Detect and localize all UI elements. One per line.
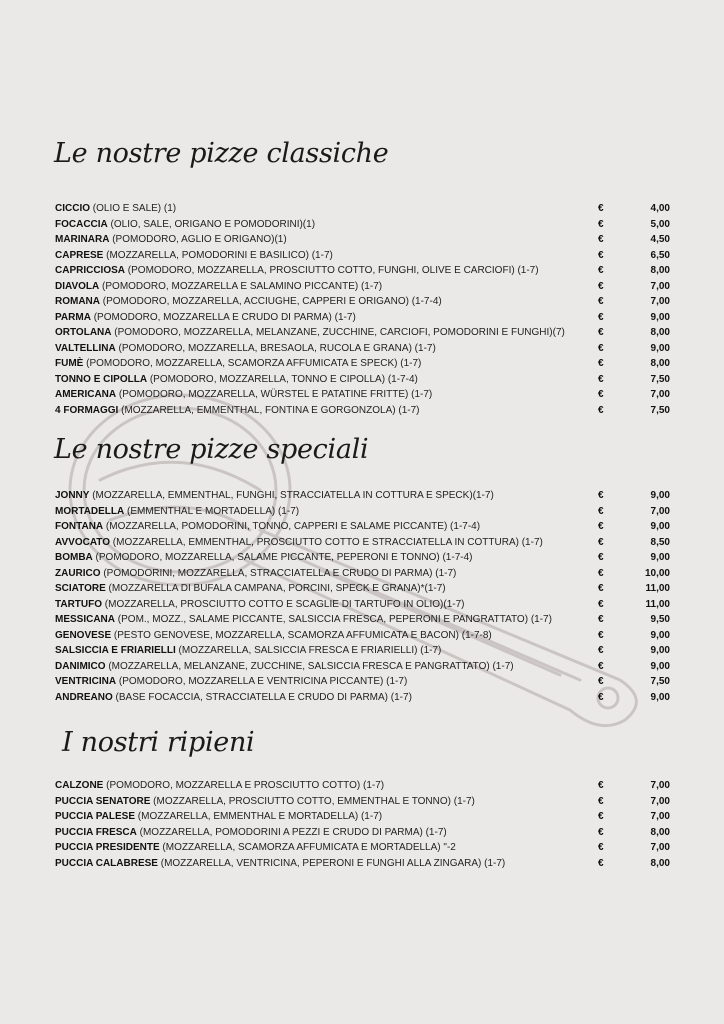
item-description: (PESTO GENOVESE, MOZZARELLA, SCAMORZA AFFUMICATA E BACON) (1-7-8): [111, 629, 492, 641]
currency-symbol: €: [598, 614, 604, 625]
item-description: (MOZZARELLA, SCAMORZA AFFUMICATA E MORTADELLA) "-2: [159, 842, 456, 853]
item-description: (MOZZARELLA, EMMENTHAL E MORTADELLA) (1-7): [135, 811, 383, 822]
item-description: (POMODORO, MOZZARELLA, BRESAOLA, RUCOLA E GRANA) (1-7): [115, 342, 436, 354]
item-description: (POMODORO, MOZZARELLA E VENTRICINA PICCANTE) (1-7): [116, 676, 408, 687]
menu-item: [55, 778, 670, 794]
item-price: 7,00: [650, 780, 670, 791]
item-description: (POMODORO, MOZZARELLA E SALAMINO PICCANTE) (1-7): [99, 280, 383, 292]
item-name: VENTRICINA: [55, 676, 117, 687]
item-price: 9,00: [650, 645, 670, 656]
item-price: 4,50: [650, 234, 670, 245]
item-name: TONNO E CIPOLLA: [55, 373, 148, 385]
menu-item: [55, 310, 670, 326]
item-price: 7,00: [650, 280, 670, 292]
currency-symbol: €: [598, 583, 604, 594]
item-name: PARMA: [55, 311, 91, 323]
item-description: (POM., MOZZ., SALAME PICCANTE, SALSICCIA FRESCA, PEPERONI E PANGRATTATO) (1-7): [115, 614, 552, 625]
item-name: FOCACCIA: [55, 218, 108, 230]
item-price: 9,00: [650, 311, 670, 323]
currency-symbol: €: [598, 311, 604, 323]
item-price: 7,00: [650, 505, 670, 517]
menu-item: [55, 825, 670, 841]
item-price: 10,00: [644, 567, 670, 579]
item-name: PUCCIA PALESE: [55, 811, 136, 822]
item-name: ZAURICO: [55, 567, 101, 579]
item-name: PUCCIA SENATORE: [55, 795, 151, 807]
menu-item: [55, 856, 670, 872]
currency-symbol: €: [598, 629, 604, 641]
menu-list-ripieni: [55, 778, 670, 871]
item-price: 9,00: [650, 660, 670, 672]
item-description: (EMMENTHAL E MORTADELLA) (1-7): [124, 505, 300, 517]
item-price: 11,00: [645, 583, 670, 594]
item-name: TARTUFO: [55, 598, 103, 610]
menu-item: [55, 403, 670, 419]
item-name: BOMBA: [55, 552, 93, 563]
item-description: (POMODORO, MOZZARELLA, PROSCIUTTO COTTO, FUNGHI, OLIVE E CARCIOFI) (1-7): [125, 265, 539, 276]
menu-item: [55, 232, 670, 248]
menu-item: [55, 279, 670, 295]
menu-item: [55, 597, 670, 613]
menu-item: [55, 659, 670, 675]
currency-symbol: €: [598, 645, 604, 656]
menu-item: [55, 566, 670, 582]
menu-item: [55, 581, 670, 597]
menu-list-classiche: [55, 201, 670, 418]
menu-item: [55, 294, 670, 310]
item-description: (MOZZARELLA DI BUFALA CAMPANA, PORCINI, SPECK E GRANA)*(1-7): [105, 583, 446, 594]
item-price: 7,00: [650, 296, 670, 307]
item-price: 9,00: [650, 691, 670, 703]
item-price: 9,00: [650, 521, 670, 532]
currency-symbol: €: [598, 598, 604, 610]
item-price: 7,50: [650, 373, 670, 385]
currency-symbol: €: [598, 842, 604, 853]
currency-symbol: €: [598, 521, 604, 532]
menu-item: [55, 341, 670, 357]
currency-symbol: €: [598, 265, 604, 276]
currency-symbol: €: [598, 280, 604, 292]
item-price: 8,00: [650, 826, 670, 838]
currency-symbol: €: [598, 567, 604, 579]
item-name: SCIATORE: [55, 583, 106, 594]
currency-symbol: €: [598, 676, 604, 687]
item-price: 8,00: [650, 327, 670, 338]
currency-symbol: €: [598, 296, 604, 307]
currency-symbol: €: [598, 327, 604, 338]
item-description: (MOZZARELLA, EMMENTHAL, PROSCIUTTO COTTO E STRACCIATELLA IN COTTURA) (1-7): [110, 536, 543, 548]
item-description: (POMODORO, AGLIO E ORIGANO)(1): [109, 234, 287, 245]
item-name: MORTADELLA: [55, 505, 125, 517]
item-description: (MOZZARELLA, SALSICCIA FRESCA E FRIARIELLI) (1-7): [175, 645, 442, 656]
item-price: 8,00: [650, 265, 670, 276]
item-price: 9,00: [650, 552, 670, 563]
currency-symbol: €: [598, 505, 604, 517]
currency-symbol: €: [598, 249, 604, 261]
currency-symbol: €: [598, 218, 604, 230]
item-name: JONNY: [55, 490, 90, 501]
item-description: (POMODORINI, MOZZARELLA, STRACCIATELLA E CRUDO DI PARMA) (1-7): [100, 567, 457, 579]
item-description: (OLIO E SALE) (1): [90, 203, 177, 214]
item-name: 4 FORMAGGI: [55, 404, 119, 416]
item-price: 5,00: [650, 218, 670, 230]
item-name: MARINARA: [55, 234, 110, 245]
currency-symbol: €: [598, 373, 604, 385]
item-name: VALTELLINA: [55, 342, 116, 354]
item-name: FONTANA: [55, 521, 104, 532]
item-description: (MOZZARELLA, PROSCIUTTO COTTO E SCAGLIE DI TARTUFO IN OLIO)(1-7): [102, 598, 465, 610]
menu-item: [55, 488, 670, 504]
currency-symbol: €: [598, 552, 604, 563]
item-price: 9,50: [650, 614, 670, 625]
item-description: (POMODORO, MOZZARELLA, SALAME PICCANTE, PEPERONI E TONNO) (1-7-4): [92, 552, 473, 563]
menu-item: [55, 690, 670, 706]
item-name: MESSICANA: [55, 614, 116, 625]
menu-list-speciali: [55, 488, 670, 705]
menu-item: [55, 372, 670, 388]
item-name: PUCCIA FRESCA: [55, 826, 137, 838]
item-name: DIAVOLA: [55, 280, 100, 292]
item-description: (BASE FOCACCIA, STRACCIATELLA E CRUDO DI PARMA) (1-7): [112, 691, 412, 703]
currency-symbol: €: [598, 234, 604, 245]
item-name: PUCCIA PRESIDENTE: [55, 842, 160, 853]
item-description: (POMODORO, MOZZARELLA, SCAMORZA AFFUMICATA E SPECK) (1-7): [83, 358, 422, 369]
item-description: (MOZZARELLA, POMODORINI E BASILICO) (1-7): [103, 249, 333, 261]
currency-symbol: €: [598, 389, 604, 400]
menu-item: [55, 356, 670, 372]
section-title-speciali: Le nostre pizze speciali: [54, 434, 369, 465]
menu-item: [55, 325, 670, 341]
currency-symbol: €: [598, 857, 604, 869]
item-name: SALSICCIA E FRIARIELLI: [55, 645, 176, 656]
menu-item: [55, 643, 670, 659]
item-price: 7,00: [650, 389, 670, 400]
item-price: 7,00: [650, 795, 670, 807]
currency-symbol: €: [598, 490, 604, 501]
item-price: 6,50: [650, 249, 670, 261]
currency-symbol: €: [598, 358, 604, 369]
menu-item: [55, 201, 670, 217]
item-price: 9,00: [650, 342, 670, 354]
menu-item: [55, 840, 670, 856]
menu-item: [55, 612, 670, 628]
item-price: 7,50: [650, 676, 670, 687]
section-title-ripieni: I nostri ripieni: [62, 727, 255, 758]
item-price: 7,00: [650, 811, 670, 822]
item-price: 8,50: [650, 536, 670, 548]
item-price: 7,00: [650, 842, 670, 853]
item-name: AVVOCATO: [55, 536, 111, 548]
currency-symbol: €: [598, 342, 604, 354]
currency-symbol: €: [598, 811, 604, 822]
item-description: (OLIO, SALE, ORIGANO E POMODORINI)(1): [107, 218, 316, 230]
item-name: GENOVESE: [55, 629, 112, 641]
item-description: (POMODORO, MOZZARELLA, TONNO E CIPOLLA) (1-7-4): [147, 373, 418, 385]
item-price: 9,00: [650, 490, 670, 501]
item-description: (POMODORO, MOZZARELLA, MELANZANE, ZUCCHINE, CARCIOFI, POMODORINI E FUNGHI)(7): [111, 327, 565, 338]
menu-item: [55, 535, 670, 551]
currency-symbol: €: [598, 203, 604, 214]
item-price: 4,00: [650, 203, 670, 214]
item-name: ORTOLANA: [55, 327, 112, 338]
item-description: (MOZZARELLA, EMMENTHAL, FUNGHI, STRACCIATELLA IN COTTURA E SPECK)(1-7): [89, 490, 494, 501]
item-description: (MOZZARELLA, MELANZANE, ZUCCHINE, SALSICCIA FRESCA E PANGRATTATO) (1-7): [105, 660, 514, 672]
currency-symbol: €: [598, 795, 604, 807]
item-name: CAPRESE: [55, 249, 104, 261]
item-name: PUCCIA CALABRESE: [55, 857, 158, 869]
menu-item: [55, 248, 670, 264]
menu-item: [55, 387, 670, 403]
item-description: (MOZZARELLA, POMODORINI, TONNO, CAPPERI E SALAME PICCANTE) (1-7-4): [103, 521, 481, 532]
section-title-classiche: Le nostre pizze classiche: [54, 138, 389, 169]
item-description: (POMODORO, MOZZARELLA E CRUDO DI PARMA) (1-7): [90, 311, 356, 323]
item-name: FUMÈ: [55, 358, 84, 369]
item-name: DANIMICO: [55, 660, 106, 672]
item-price: 7,50: [650, 404, 670, 416]
item-description: (MOZZARELLA, VENTRICINA, PEPERONI E FUNGHI ALLA ZINGARA) (1-7): [157, 857, 506, 869]
item-description: (POMODORO, MOZZARELLA, WÜRSTEL E PATATINE FRITTE) (1-7): [116, 389, 433, 400]
menu-item: [55, 674, 670, 690]
item-name: ANDREANO: [55, 691, 113, 703]
item-name: CICCIO: [55, 203, 90, 214]
item-name: CAPRICCIOSA: [55, 265, 126, 276]
item-name: CALZONE: [55, 780, 104, 791]
currency-symbol: €: [598, 691, 604, 703]
currency-symbol: €: [598, 826, 604, 838]
item-description: (POMODORO, MOZZARELLA E PROSCIUTTO COTTO) (1-7): [103, 780, 385, 791]
currency-symbol: €: [598, 536, 604, 548]
item-price: 11,00: [645, 598, 670, 610]
item-description: (MOZZARELLA, POMODORINI A PEZZI E CRUDO DI PARMA) (1-7): [136, 826, 447, 838]
currency-symbol: €: [598, 780, 604, 791]
item-price: 8,00: [650, 857, 670, 869]
menu-item: [55, 550, 670, 566]
menu-item: [55, 809, 670, 825]
currency-symbol: €: [598, 404, 604, 416]
item-description: (POMODORO, MOZZARELLA, ACCIUGHE, CAPPERI E ORIGANO) (1-7-4): [100, 296, 442, 307]
item-name: AMERICANA: [55, 389, 117, 400]
menu-item: [55, 217, 670, 233]
item-description: (MOZZARELLA, EMMENTHAL, FONTINA E GORGONZOLA) (1-7): [118, 404, 420, 416]
item-price: 8,00: [650, 358, 670, 369]
menu-item: [55, 519, 670, 535]
menu-item: [55, 794, 670, 810]
item-price: 9,00: [650, 629, 670, 641]
menu-item: [55, 628, 670, 644]
item-description: (MOZZARELLA, PROSCIUTTO COTTO, EMMENTHAL E TONNO) (1-7): [150, 795, 475, 807]
currency-symbol: €: [598, 660, 604, 672]
item-name: ROMANA: [55, 296, 100, 307]
menu-item: [55, 263, 670, 279]
menu-item: [55, 504, 670, 520]
